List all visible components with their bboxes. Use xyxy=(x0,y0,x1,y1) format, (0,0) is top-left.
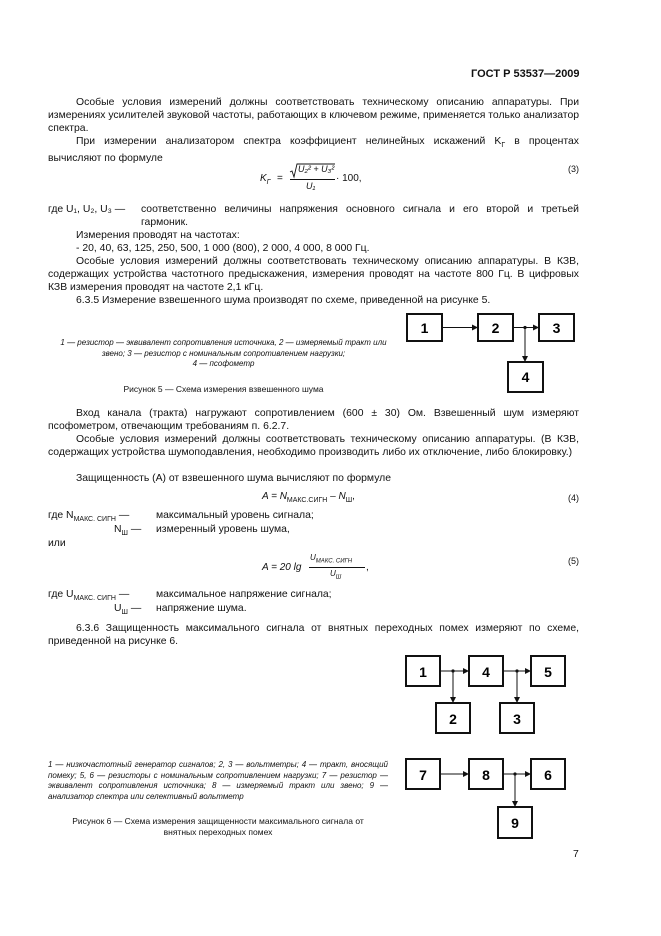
paragraph-2-text: При измерении анализатором спектра коэффициент нелинейных искажений K xyxy=(76,136,502,147)
page-number: 7 xyxy=(573,849,579,860)
where-1-lead: где U₁, U₂, U₃ — xyxy=(48,204,126,215)
fig5-label-1: 1 xyxy=(420,320,429,336)
paragraph-2-end: в процентах вычисляют по формуле xyxy=(48,136,579,165)
where-2-row-2: $N_Ш$ — xyxy=(114,524,142,538)
formula-4-number: (4) xyxy=(568,493,579,503)
figure-6-legend: 1 — низкочастотный генератор сигналов; 2, 3 — вольтметры; 4 — тракт, вносящий помеху; 5, 6 — резисторы с номинальным сопротивлением нагрузки; 7 — резистор — эквивалент сопротивления источника; 8 — измеряемый тракт или звено; 9 — анализатор спектра или селективный вольтметр xyxy=(48,760,388,801)
formula-3 xyxy=(260,163,380,195)
figure-5-legend: 1 — резистор — эквивалент сопротивления источника, 2 — измеряемый тракт или звено; 3 — резистор с номинальным сопротивлением нагрузки; 4 — псофометр xyxy=(60,338,387,368)
fig5-label-4: 4 xyxy=(521,369,530,385)
page-header: ГОСТ Р 53537—2009 xyxy=(471,68,580,80)
formula-3-denominator: U₁ xyxy=(306,181,316,191)
formula-3-lhs: $K_Г$ xyxy=(260,173,271,186)
where-3-row-1: где $U_{МАКС. СИГН}$ — xyxy=(48,589,130,603)
formula-5-denominator: $U_Ш$ xyxy=(330,569,342,581)
paragraph-3: Особые условия измерений должны соответствовать техническому описанию аппаратуры. В КЗВ, содержащих устройства частотного предыскажения, измерения проводят на частоте 800 Гц. В цифровых КЗВ измерения проводят на частоте 2,1 кГц. xyxy=(48,256,579,293)
formula-5-lhs: A = 20 lg xyxy=(262,562,302,573)
formula-5-end: , xyxy=(366,562,369,573)
where-1-text: соответственно величины напряжения основного сигнала и его второй и третьей гармоник. xyxy=(141,204,579,228)
formula-5-number: (5) xyxy=(568,556,579,566)
section-6-3-6: 6.3.6 Защищенность максимального сигнала от внятных переходных помех измеряют по схеме, приведенной на рисунке 6. xyxy=(48,623,579,647)
where-3-row-1-text: максимальное напряжение сигнала; xyxy=(156,589,332,600)
figure-6-caption: Рисунок 6 — Схема измерения защищенности максимального сигнала от внятных переходных помех xyxy=(72,816,364,837)
figure-5-diagram xyxy=(405,308,585,398)
formula-3-tail: · 100, xyxy=(336,173,362,184)
figure-5-caption: Рисунок 5 — Схема измерения взвешенного шума xyxy=(123,384,324,394)
paragraph-6: Защищенность (А) от взвешенного шума вычисляют по формуле xyxy=(76,473,392,484)
where-2-row-2-text: измеренный уровень шума, xyxy=(156,524,290,535)
fig6-label-2: 2 xyxy=(449,711,457,727)
fig6-label-1: 1 xyxy=(419,664,427,680)
paragraph-2-sub: Г xyxy=(501,142,506,150)
where-3-row-2-text: напряжение шума. xyxy=(156,603,247,614)
fig6-label-6: 6 xyxy=(544,767,552,783)
paragraph-4: Вход канала (тракта) нагружают сопротивлением (600 ± 30) Ом. Взвешенный шум измеряют псофометром, отвечающим требованиям п. 6.2.7. xyxy=(48,408,579,432)
formula-5-numerator: $U_{МАКС. СИГН}$ xyxy=(310,553,353,565)
section-6-3-5: 6.3.5 Измерение взвешенного шума производят по схеме, приведенной на рисунке 5. xyxy=(76,295,491,306)
fraction-bar-5 xyxy=(309,567,365,568)
figure-6-diagram-top xyxy=(400,652,575,737)
fig5-label-2: 2 xyxy=(491,320,500,336)
figure-6-diagram-bottom xyxy=(400,754,575,844)
fig6-label-3: 3 xyxy=(513,711,521,727)
formula-4: $A = N_{МАКС.СИГН} - N_Ш$, xyxy=(262,491,355,504)
where-3-row-2: $U_Ш$ — xyxy=(114,603,142,617)
paragraph-2 xyxy=(48,135,579,165)
freq-intro: Измерения проводят на частотах: xyxy=(76,230,240,241)
fig5-label-3: 3 xyxy=(552,320,561,336)
or-text: или xyxy=(48,538,66,549)
fig6-label-5: 5 xyxy=(544,664,552,680)
formula-5 xyxy=(262,553,372,583)
fig6-label-9: 9 xyxy=(511,815,519,831)
freq-list: - 20, 40, 63, 125, 250, 500, 1 000 (800), 2 000, 4 000, 8 000 Гц. xyxy=(76,243,370,254)
paragraph-1: Особые условия измерений должны соответствовать техническому описанию аппаратуры. При измерениях усилителей звуковой частоты, работающих в ключевом режиме, применяется только анализатор спектра. xyxy=(48,97,579,134)
where-2-row-1-text: максимальный уровень сигнала; xyxy=(156,510,314,521)
fig6-label-8: 8 xyxy=(482,767,490,783)
fraction-bar xyxy=(290,179,335,180)
formula-3-eq: = xyxy=(277,173,283,184)
fig6-label-4: 4 xyxy=(482,664,490,680)
fig6-label-7: 7 xyxy=(419,767,427,783)
where-2-row-1: где $N_{МАКС. СИГН}$ — xyxy=(48,510,130,524)
paragraph-5: Особые условия измерений должны соответствовать техническому описанию аппаратуры. (В КЗВ, содержащих устройства шумоподавления, необходимо производить либо их отключение, либо блокировку.) xyxy=(48,434,579,458)
formula-3-number: (3) xyxy=(568,164,579,174)
formula-3-numerator: U₂² + U₃² xyxy=(298,164,335,174)
